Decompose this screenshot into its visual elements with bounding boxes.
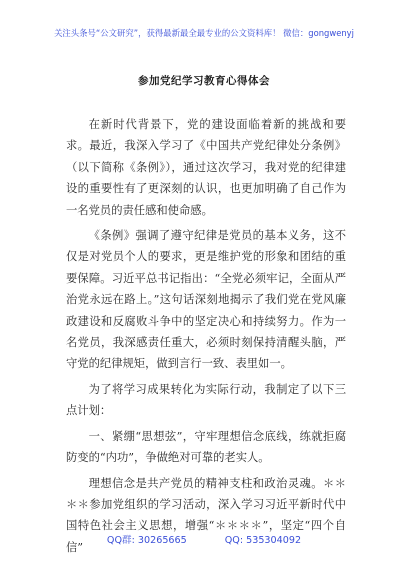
document-body: [66, 114, 346, 558]
paragraph: 一、紧绷“思想弦”，守牢理想信念底线，练就拒腐防变的“内功”，争做绝对可靠的老实人。: [66, 429, 346, 465]
paragraph: 理想信念是共产党员的精神支柱和政治灵魂。＊＊＊＊参加党组织的学习活动，深入学习习近平新时代中国特色社会主义思想，增强“＊＊＊＊”，坚定“四个自信”: [66, 476, 346, 554]
paragraph: 《条例》强调了遵守纪律是党员的基本义务，这不仅是对党员个人的要求，更是维护党的形象和团结的重要保障。习近平总书记指出：“全党必须牢记，全面从严治党永远在路上。”这句话深刻地揭示了我们党在党风廉政建设和反腐败斗争中的坚定决心和持续努力。作为一名党员，我深感责任重大，必须时刻保持清醒头脑，严守党的纪律规矩，做到言行一致、表里如一。: [66, 229, 346, 371]
paragraph: 在新时代背景下，党的建设面临着新的挑战和要求。最近，我深入学习了《中国共产党纪律处分条例》（以下简称《条例》），通过这次学习，我对党的纪律建设的重要性有了更深刻的认识，也更加明确了自己作为一名党员的责任感和使命感。: [66, 118, 346, 217]
paragraph: 为了将学习成果转化为实际行动，我制定了以下三点计划：: [66, 382, 346, 418]
document-title: 参加党纪学习教育心得体会: [138, 75, 270, 87]
footer-qq-group: QQ群: 30265665: [106, 535, 187, 546]
footer-qq: QQ: 535304092: [224, 535, 302, 546]
footer: [0, 532, 408, 546]
header-banner: 关注头条号“公文研究”，获得最新最全最专业的公文资料库！ 微信：gongwenyj: [54, 28, 354, 38]
